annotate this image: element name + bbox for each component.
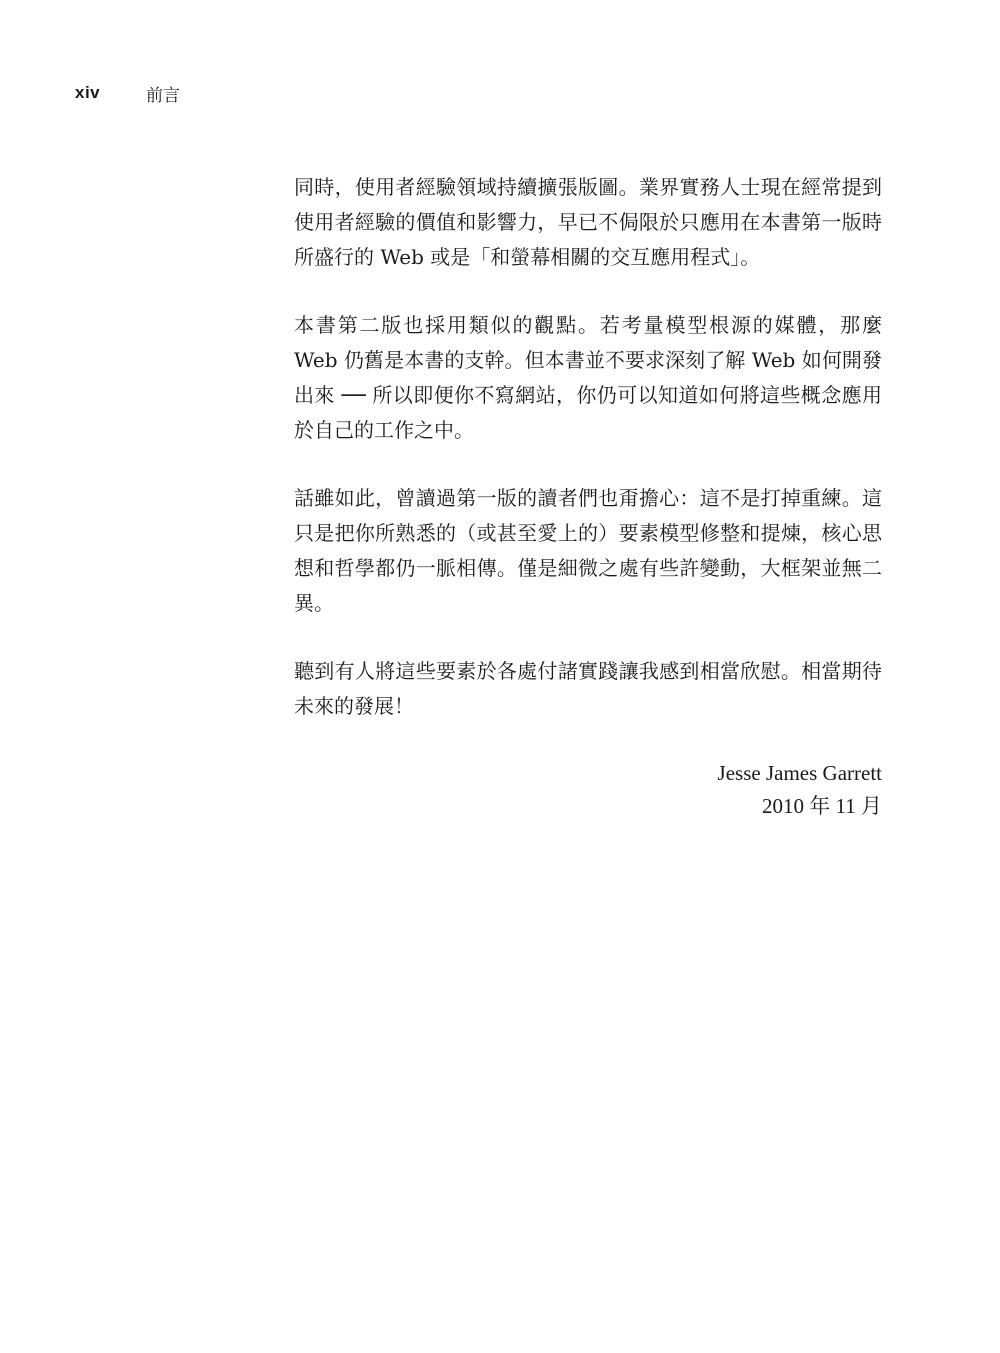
running-title: 前言 xyxy=(146,85,180,106)
body-text xyxy=(294,170,882,823)
signature-date: 2010 年 11 月 xyxy=(762,794,882,818)
page-number: xiv xyxy=(75,83,101,102)
paragraph: 同時，使用者經驗領域持續擴張版圖。業界實務人士現在經常提到使用者經驗的價值和影響力，早已不侷限於只應用在本書第一版時所盛行的 Web 或是「和螢幕相關的交互應用程式」。 xyxy=(294,175,882,269)
paragraph: 聽到有人將這些要素於各處付諸實踐讓我感到相當欣慰。相當期待未來的發展！ xyxy=(294,659,882,718)
paragraph: 話雖如此，曾讀過第一版的讀者們也甭擔心：這不是打掉重練。這只是把你所熟悉的（或甚至愛上的）要素模型修整和提煉，核心思想和哲學都仍一脈相傳。僅是細微之處有些許變動，大框架並無二異。 xyxy=(294,486,882,615)
signature-author: Jesse James Garrett xyxy=(717,761,882,785)
page-header xyxy=(75,80,180,106)
signature-block xyxy=(294,757,882,823)
paragraph: 本書第二版也採用類似的觀點。若考量模型根源的媒體，那麼 Web 仍舊是本書的支幹。但本書並不要求深刻了解 Web 如何開發出來 ── 所以即便你不寫網站，你仍可以知道如何將這些概念應用於自己的工作之中。 xyxy=(294,313,882,442)
